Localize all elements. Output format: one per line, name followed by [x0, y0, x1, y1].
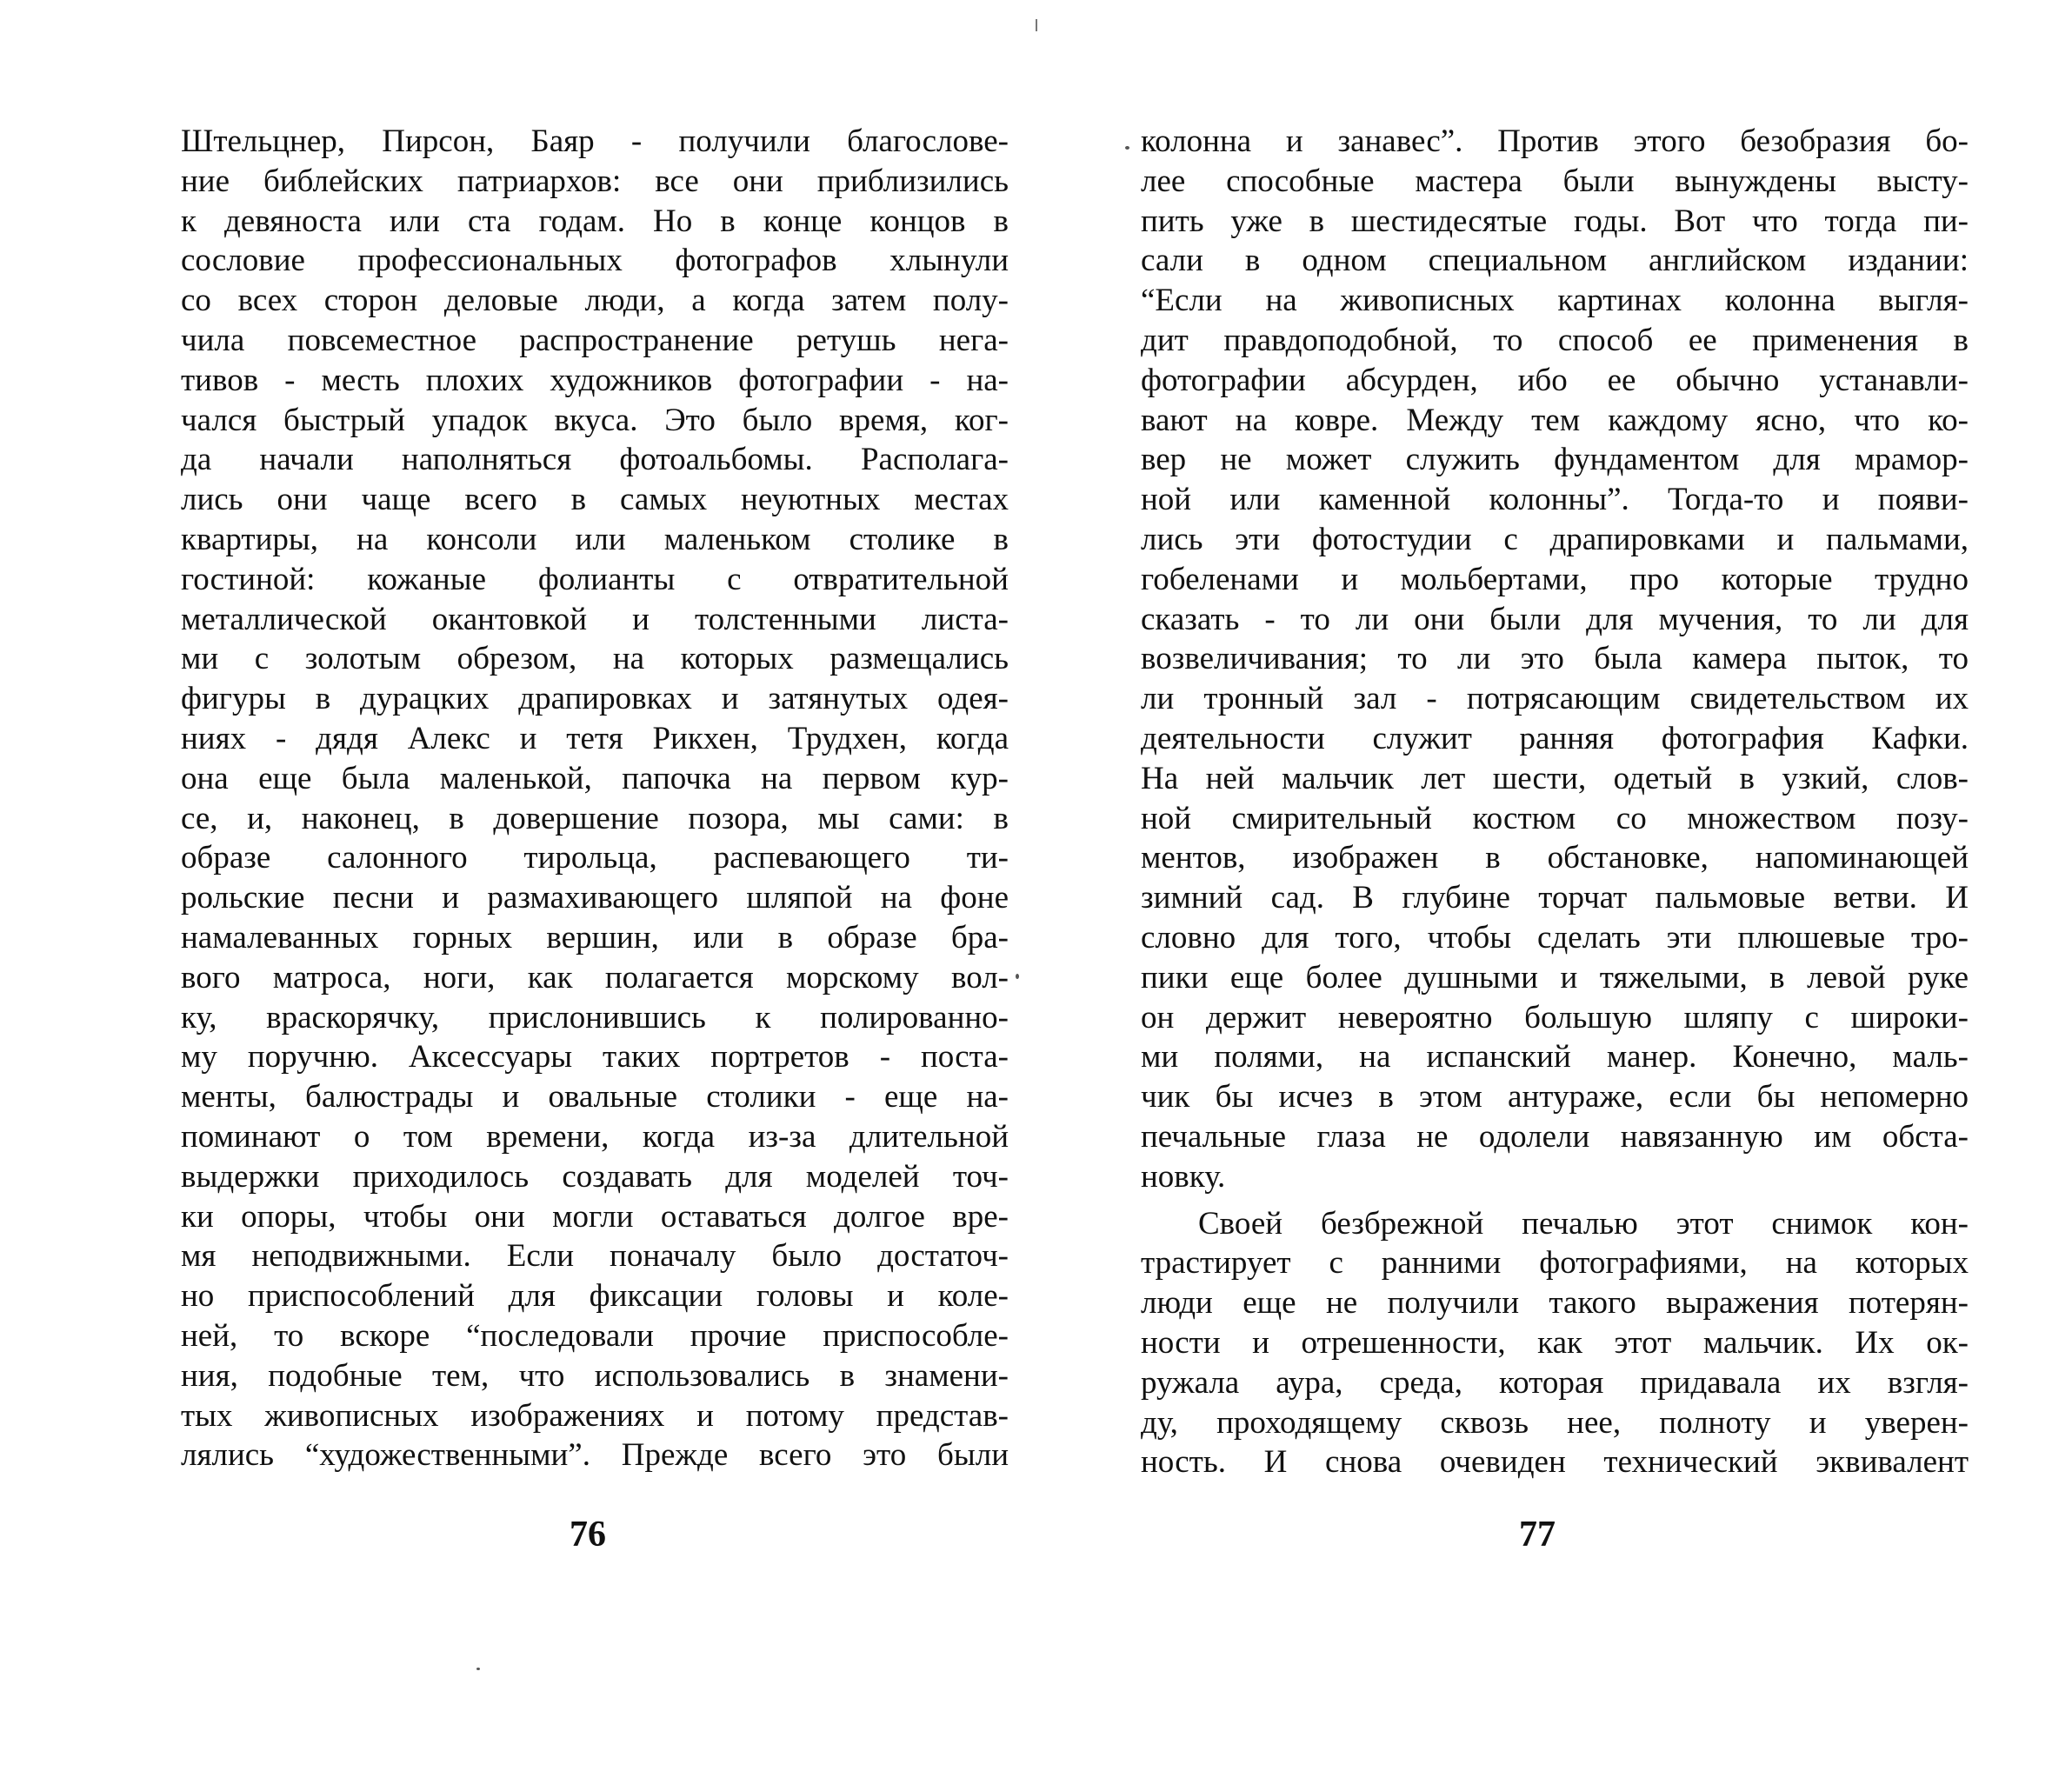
text-line: ду, проходящему сквозь нее, полноту и уверен- [1141, 1404, 1969, 1441]
page-number-left: 76 [570, 1515, 606, 1555]
text-line: ки опоры, чтобы они могли оставаться долгое вре- [181, 1198, 1009, 1235]
text-line: лее способные мастера были вынуждены высту- [1141, 163, 1969, 199]
text-line: поминают о том времени, когда из-за длительной [181, 1118, 1009, 1155]
text-line: намалеванных горных вершин, или в образе бра- [181, 919, 1009, 956]
text-line: ми с золотым обрезом, на которых размещались [181, 641, 1009, 677]
text-line: возвеличивания; то ли это была камера пыток, то [1141, 641, 1969, 677]
text-line: Штельцнер, Пирсон, Баяр - получили благослове- [181, 123, 1009, 159]
print-speck [1016, 974, 1019, 979]
text-line: пики еще более душными и тяжелыми, в левой руке [1141, 959, 1969, 996]
text-line: фигуры в дурацких драпировках и затянутых одея- [181, 681, 1009, 717]
text-line: чила повсеместное распространение ретушь нега- [181, 322, 1009, 358]
text-line: На ней мальчик лет шести, одетый в узкий, слов- [1141, 760, 1969, 796]
text-line: к девяноста или ста годам. Но в конце концов в [181, 203, 1009, 239]
text-line: фотографии абсурден, ибо ее обычно устанавли- [1141, 362, 1969, 398]
text-line: словно для того, чтобы сделать эти плюшевые тро- [1141, 919, 1969, 956]
left-page-text [181, 122, 1009, 1475]
text-line: ной смирительный костюм со множеством позу- [1141, 800, 1969, 836]
text-line: лись эти фотостудии с драпировками и пальмами, [1141, 521, 1969, 557]
text-line: ниях - дядя Алекс и тетя Рикхен, Трудхен, когда [181, 720, 1009, 756]
text-line: со всех сторон деловые люди, а когда затем полу- [181, 283, 1009, 319]
text-line: лялись “художественными”. Прежде всего это были [181, 1437, 1009, 1474]
text-line: тивов - месть плохих художников фотографии - на- [181, 362, 1009, 398]
print-speck [476, 1668, 480, 1670]
text-line: ружала аура, среда, которая придавала их взгля- [1141, 1364, 1969, 1401]
text-line: квартиры, на консоли или маленьком столике в [181, 521, 1009, 557]
paragraph-gap [1141, 1197, 1969, 1204]
text-line: сословие профессиональных фотографов хлынули [181, 243, 1009, 279]
text-line: гостиной: кожаные фолианты с отвратительной [181, 561, 1009, 597]
text-line: новку. [1141, 1158, 1226, 1195]
text-line: зимний сад. В глубине торчат пальмовые ветви. И [1141, 880, 1969, 916]
text-line: вают на ковре. Между тем каждому ясно, что ко- [1141, 402, 1969, 438]
text-line: му поручню. Аксессуары таких портретов - поста- [181, 1039, 1009, 1075]
text-line: вого матроса, ноги, как полагается морскому вол- [181, 959, 1009, 996]
text-line: ности и отрешенности, как этот мальчик. Их ок- [1141, 1324, 1969, 1361]
text-line: гобеленами и мольбертами, про которые трудно [1141, 561, 1969, 597]
text-line: вер не может служить фундаментом для мрамор- [1141, 442, 1969, 478]
text-line: сказать - то ли они были для мучения, то ли для [1141, 601, 1969, 637]
text-line: чик бы исчез в этом антураже, если бы непомерно [1141, 1079, 1969, 1115]
text-line: пить уже в шестидесятые годы. Вот что тогда пи- [1141, 203, 1969, 239]
text-line: ние библейских патриархов: все они приблизились [181, 163, 1009, 199]
text-line: ность. И снова очевиден технический эквивалент [1141, 1444, 1969, 1481]
text-line: образе салонного тирольца, распевающего ти- [181, 840, 1009, 876]
text-line: тых живописных изображениях и потому представ- [181, 1397, 1009, 1434]
text-line: трастирует с ранними фотографиями, на которых [1141, 1245, 1969, 1282]
text-line: ли тронный зал - потрясающим свидетельством их [1141, 681, 1969, 717]
text-line: колонна и занавес”. Против этого безобразия бо- [1141, 123, 1969, 159]
text-line: выдержки приходилось создавать для моделей точ- [181, 1158, 1009, 1195]
text-line: она еще была маленькой, папочка на первом кур- [181, 760, 1009, 796]
text-line: ной или каменной колонны”. Тогда-то и появи- [1141, 482, 1969, 518]
text-line: ку, враскорячку, прислонившись к полированно- [181, 999, 1009, 1036]
text-line: печальные глаза не одолели навязанную им обста- [1141, 1118, 1969, 1155]
text-line: он держит невероятно большую шляпу с широки- [1141, 999, 1969, 1036]
right-page [1036, 0, 2072, 1778]
text-line: се, и, наконец, в довершение позора, мы сами: в [181, 800, 1009, 836]
print-speck [1125, 146, 1129, 150]
text-line: Своей безбрежной печалью этот снимок кон- [1198, 1205, 1969, 1242]
page-number-right: 77 [1519, 1515, 1556, 1555]
text-line: менты, балюстрады и овальные столики - еще на- [181, 1079, 1009, 1115]
text-line: сали в одном специальном английском издании: [1141, 243, 1969, 279]
right-page-text [1141, 122, 1969, 1482]
text-line: металлической окантовкой и толстенными листа- [181, 601, 1009, 637]
text-line: но приспособлений для фиксации головы и коле- [181, 1278, 1009, 1315]
text-line: ментов, изображен в обстановке, напоминающей [1141, 840, 1969, 876]
text-line: люди еще не получили такого выражения потерян- [1141, 1285, 1969, 1322]
text-line: да начали наполняться фотоальбомы. Располага- [181, 442, 1009, 478]
text-line: рольские песни и размахивающего шляпой на фоне [181, 880, 1009, 916]
text-line: ней, то вскоре “последовали прочие приспособле- [181, 1317, 1009, 1354]
text-line: ния, подобные тем, что использовались в знамени- [181, 1357, 1009, 1394]
text-line: “Если на живописных картинах колонна выгля- [1141, 283, 1969, 319]
text-line: ми полями, на испанский манер. Конечно, маль- [1141, 1039, 1969, 1075]
text-line: чался быстрый упадок вкуса. Это было время, ког- [181, 402, 1009, 438]
text-line: дит правдоподобной, то способ ее применения в [1141, 322, 1969, 358]
text-line: мя неподвижными. Если поначалу было достаточ- [181, 1238, 1009, 1275]
text-line: лись они чаще всего в самых неуютных местах [181, 482, 1009, 518]
text-line: деятельности служит ранняя фотография Кафки. [1141, 720, 1969, 756]
